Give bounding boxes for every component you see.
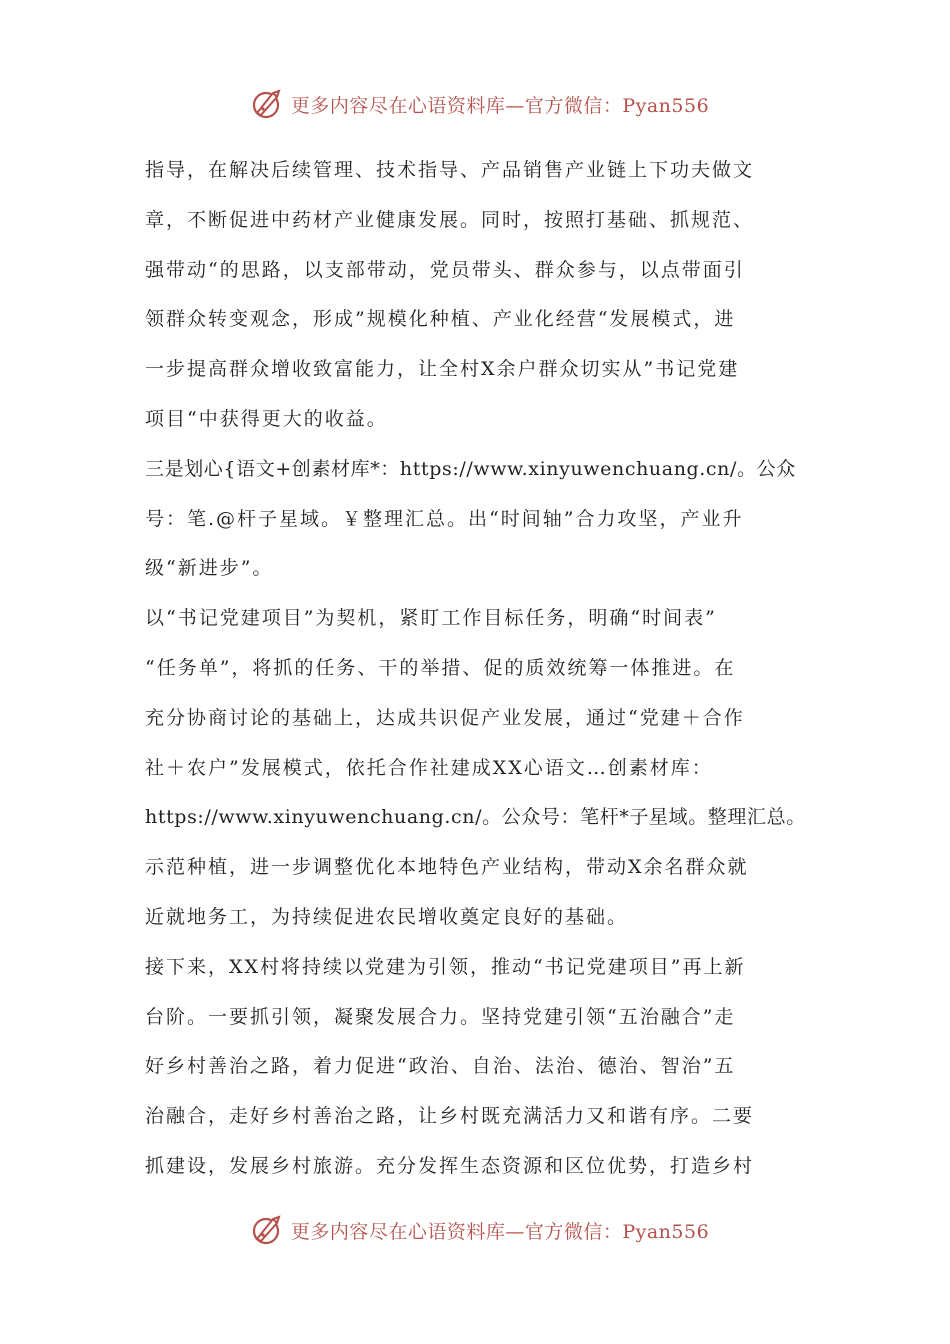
- text-line: 社＋农户”发展模式，依托合作社建成XX心语文…创素材库：: [145, 756, 713, 779]
- text-line: 近就地务工，为持续促进农民增收奠定良好的基础。: [145, 905, 629, 928]
- text-line: 项目“中获得更大的收益。: [145, 407, 388, 430]
- header-watermark: [0, 84, 950, 124]
- text-line: 充分协商讨论的基础上，达成共识促产业发展，通过“党建＋合作: [145, 706, 745, 729]
- text-line: 接下来，XX村将持续以党建为引领，推动“书记党建项目”再上新: [145, 955, 746, 978]
- text-line: “任务单”，将抓的任务、干的举措、促的质效统筹一体推进。在: [145, 656, 736, 679]
- document-body: [145, 150, 810, 1196]
- text-line: 章，不断促进中药材产业健康发展。同时，按照打基础、抓规范、: [145, 208, 755, 231]
- text-line: 三是划心{语文+创素材库*：https://www.xinyuwenchuang.cn/。公众: [145, 457, 796, 480]
- text-line: 示范种植，进一步调整优化本地特色产业结构，带动X余名群众就: [145, 856, 749, 879]
- watermark-text: 更多内容尽在心语资料库—官方微信：Pyan556: [290, 1220, 710, 1243]
- text-line: 号：笔.@杆子星域。￥整理汇总。出“时间轴”合力攻坚，产业升: [145, 507, 744, 530]
- text-line: 治融合，走好乡村善治之路，让乡村既充满活力又和谐有序。二要: [145, 1105, 755, 1128]
- text-line: 好乡村善治之路，着力促进“政治、自治、法治、德治、智治”五: [145, 1055, 736, 1078]
- text-line: 领群众转变观念，形成”规模化种植、产业化经营“发展模式，进: [145, 308, 736, 331]
- pen-nib-logo-icon: [251, 1213, 285, 1247]
- watermark-text: 更多内容尽在心语资料库—官方微信：Pyan556: [290, 94, 710, 117]
- text-line: 一步提高群众增收致富能力，让全村X余户群众切实从”书记党建: [145, 358, 740, 381]
- pen-nib-logo-icon: [251, 87, 285, 121]
- text-line: 抓建设，发展乡村旅游。充分发挥生态资源和区位优势，打造乡村: [145, 1154, 755, 1177]
- text-line: 级“新进步”。: [145, 557, 274, 580]
- text-line: 强带动“的思路，以支部带动，党员带头、群众参与，以点带面引: [145, 258, 745, 281]
- text-line: 指导，在解决后续管理、技术指导、产品销售产业链上下功夫做文: [145, 159, 755, 181]
- text-line: https://www.xinyuwenchuang.cn/。公众号：笔杆*子星域。整理汇总。: [145, 806, 806, 829]
- text-line: 台阶。一要抓引领，凝聚发展合力。坚持党建引领“五治融合”走: [145, 1005, 736, 1028]
- text-line: 以“书记党建项目”为契机，紧盯工作目标任务，明确“时间表”: [145, 607, 717, 630]
- footer-watermark: [0, 1210, 950, 1250]
